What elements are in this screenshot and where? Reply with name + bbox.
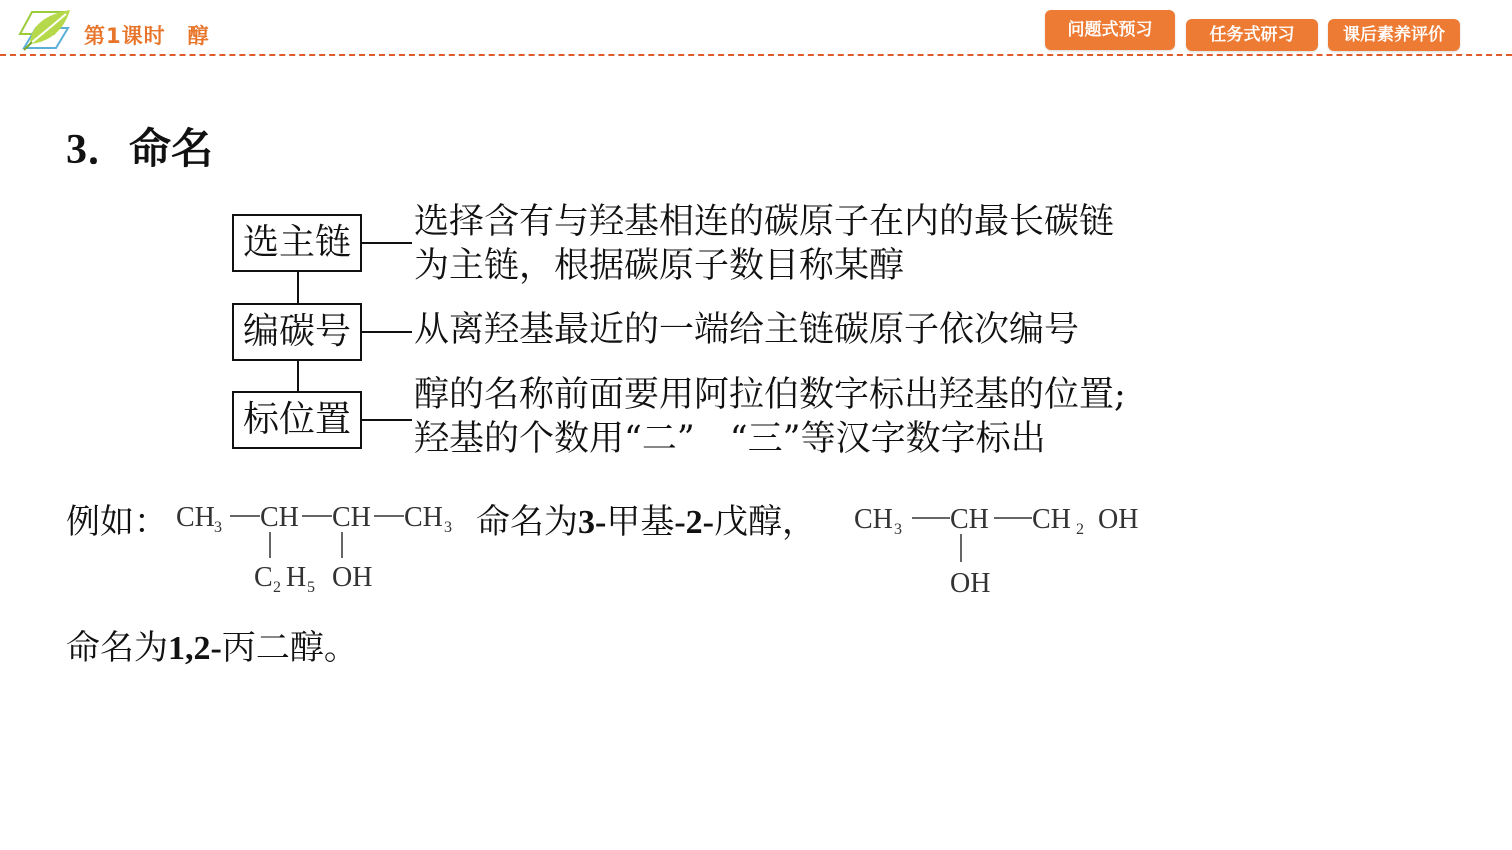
step-description: 选择含有与羟基相连的碳原子在内的最长碳链: [414, 202, 1115, 242]
section-number: 3．: [66, 127, 130, 173]
lesson-title: 第1课时 醇: [84, 24, 210, 48]
connector-line: [362, 331, 412, 333]
formula-subscript: 2: [1076, 521, 1084, 538]
nav-preview-button[interactable]: 问题式预习: [1045, 10, 1175, 50]
example-name-2: 命名为1,2-丙二醇。: [66, 628, 358, 668]
section-title: 命名: [129, 124, 214, 173]
formula-subscript: 3: [444, 519, 452, 536]
structural-formula-1-2-propanediol: [850, 490, 1160, 605]
step-description: 为主链，根据碳原子数目称某醇: [414, 246, 905, 286]
structural-formula-3-methyl-2-pentanol: [170, 490, 470, 600]
nav-study-button[interactable]: 任务式研习: [1186, 19, 1318, 51]
formula-atom: CH: [950, 504, 989, 535]
formula-atom: CH: [260, 502, 299, 533]
connector-line: [297, 361, 299, 391]
step-description: 醇的名称前面要用阿拉伯数字标出羟基的位置;: [414, 375, 1126, 415]
formula-subscript: 5: [307, 579, 315, 596]
example-label: 例如：: [66, 502, 168, 542]
header-divider: [0, 54, 1512, 56]
formula-atom: OH: [1098, 504, 1139, 535]
nav-evaluation-button[interactable]: 课后素养评价: [1328, 19, 1460, 51]
formula-atom: H: [286, 562, 307, 593]
connector-line: [362, 242, 412, 244]
section-heading: [66, 116, 213, 176]
example-name-1: 命名为3-甲基-2-戊醇，: [476, 502, 816, 542]
formula-atom: OH: [950, 568, 991, 599]
formula-subscript: 3: [894, 521, 902, 538]
formula-atom: C: [254, 562, 273, 593]
formula-atom: OH: [332, 562, 373, 593]
header-bar: [0, 0, 1512, 56]
formula-atom: CH: [854, 504, 893, 535]
connector-line: [362, 419, 412, 421]
formula-subscript: 3: [214, 519, 222, 536]
formula-atom: CH: [332, 502, 371, 533]
step-box-select-chain: 选主链: [232, 214, 362, 272]
formula-atom: CH: [176, 502, 215, 533]
step-description: 羟基的个数用“二” “三”等汉字数字标出: [414, 419, 1046, 459]
step-box-mark-position: 标位置: [232, 391, 362, 449]
connector-line: [297, 272, 299, 303]
formula-atom: CH: [404, 502, 443, 533]
formula-atom: CH: [1032, 504, 1071, 535]
formula-subscript: 2: [273, 579, 281, 596]
step-box-number-carbons: 编碳号: [232, 303, 362, 361]
step-description: 从离羟基最近的一端给主链碳原子依次编号: [414, 310, 1080, 350]
leaf-logo-icon: [14, 4, 74, 54]
